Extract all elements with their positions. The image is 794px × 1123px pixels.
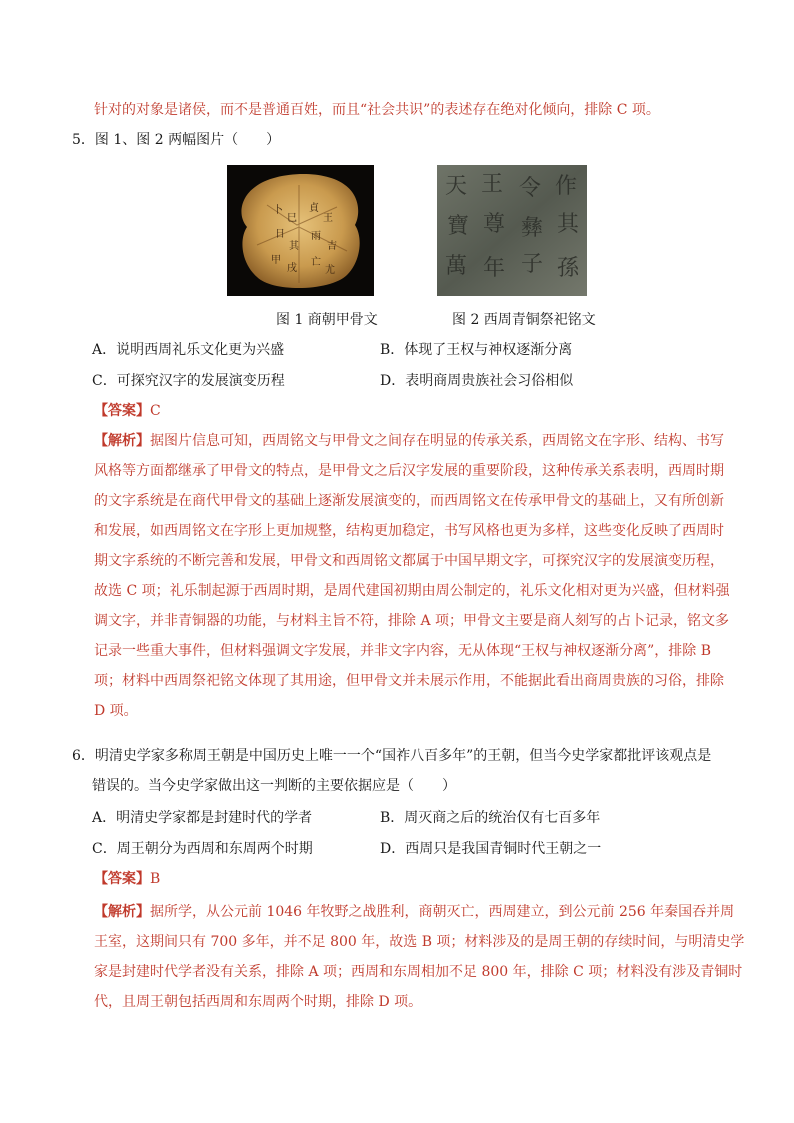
oracle-glyph: 戌 [287,263,297,274]
q6-analysis-line: 【解析】据所学，从公元前 1046 年牧野之战胜利，商朝灭亡，西周建立，到公元前 256 年秦国吞并周 [94,904,735,920]
bronze-glyph: 彝 [521,216,544,241]
bronze-glyph: 年 [483,256,506,281]
oracle-glyph: 甲 [271,255,281,266]
q6-analysis-line: 代，且周王朝包括西周和东周两个时期，排除 D 项。 [94,994,423,1010]
q5-analysis-line: 【解析】据图片信息可知，西周铭文与甲骨文之间存在明显的传承关系，西周铭文在字形、结构、书写 [94,433,724,449]
figure-2-caption: 图 2 西周青铜祭祀铭文 [452,312,596,328]
oracle-glyph: 王 [323,213,333,224]
oracle-bone-image [227,165,374,296]
q6-option-b: B．周灭商之后的统治仅有七百多年 [380,810,601,826]
bronze-glyph: 子 [521,252,544,277]
q4-analysis-tail: 针对的对象是诸侯，而不是普通百姓，而且“社会共识”的表述存在绝对化倾向，排除 C 项。 [94,102,660,118]
q5-analysis-line: 调文字，并非青铜器的功能，与材料主旨不符，排除 A 项；甲骨文主要是商人刻写的占卜记录，铭文多 [94,613,730,629]
q5-analysis-line: 的文字系统是在商代甲骨文的基础上逐渐发展演变的，而西周铭文在传承甲骨文的基础上，又有所创新 [94,493,724,509]
q5-analysis-line: 和发展，如西周铭文在字形上更加规整，结构更加稳定，书写风格也更为多样，这些变化反映了西周时 [94,523,724,539]
q5-analysis-line: 项；材料中西周祭祀铭文体现了其用途，但甲骨文并未展示作用，不能据此看出商周贵族的习俗，排除 [94,673,724,689]
q5-answer [94,401,161,421]
q6-stem-line-2: 错误的。当今史学家做出这一判断的主要依据应是（ ） [92,778,456,794]
bronze-glyph: 天 [445,174,468,199]
q5-option-c: C．可探究汉字的发展演变历程 [92,373,285,389]
bronze-inscription-image [437,165,587,296]
answer-tag: 【答案】 [94,871,150,887]
q5-option-b: B．体现了王权与神权逐渐分离 [380,342,573,358]
bronze-glyph: 其 [557,212,580,237]
answer-value: B [150,871,161,887]
q6-option-d: D．西周只是我国青铜时代王朝之一 [380,841,602,857]
q5-analysis-line: 期文字系统的不断完善和发展，甲骨文和西周铭文都属于中国早期文字，可探究汉字的发展演变历程， [94,553,724,569]
oracle-glyph: 亡 [311,257,321,268]
oracle-glyph: 巳 [287,213,297,224]
oracle-glyph: 貞 [309,203,319,214]
oracle-glyph: 吉 [327,241,337,252]
q6-option-c: C．周王朝分为西周和东周两个时期 [92,841,313,857]
q6-option-a: A．明清史学家都是封建时代的学者 [92,810,313,826]
q5-analysis-line: 记录一些重大事件，但材料强调文字发展，并非文字内容，无从体现“王权与神权逐渐分离”，排除 B [94,643,712,659]
q5-analysis-line: 故选 C 项；礼乐制起源于西周时期，是周代建国初期由周公制定的，礼乐文化相对更为兴盛，但材料强 [94,583,730,599]
bronze-glyph: 作 [555,174,578,199]
oracle-glyph: 日 [275,229,285,240]
q5-option-a: A．说明西周礼乐文化更为兴盛 [92,342,285,358]
bronze-glyph: 王 [481,172,504,197]
answer-tag: 【答案】 [94,403,150,419]
q5-stem: 5．图 1、图 2 两幅图片（ ） [72,132,281,148]
q5-option-d: D．表明商周贵族社会习俗相似 [380,373,574,389]
bronze-glyph: 寶 [447,214,470,239]
answer-value: C [150,403,161,419]
bronze-glyph: 孫 [557,256,580,281]
q6-answer [94,869,160,889]
q6-stem-line-1: 6．明清史学家多称周王朝是中国历史上唯一一个“国祚八百多年”的王朝，但当今史学家都批评该观点是 [72,748,712,764]
oracle-glyph: 尤 [325,265,335,276]
figure-1-caption: 图 1 商朝甲骨文 [276,312,378,328]
q5-analysis-line: D 项。 [94,703,138,719]
bronze-glyph: 令 [519,176,542,201]
analysis-tag: 【解析】 [94,904,150,920]
bronze-glyph: 萬 [445,254,468,279]
oracle-glyph: 卜 [273,205,283,216]
q6-analysis-line: 家是封建时代学者没有关系，排除 A 项；西周和东周相加不足 800 年，排除 C 项；材料没有涉及青铜时 [94,964,743,980]
analysis-tag: 【解析】 [94,433,150,449]
oracle-glyph: 其 [289,241,299,252]
q5-analysis-line: 风格等方面都继承了甲骨文的特点，是甲骨文之后汉字发展的重要阶段，这种传承关系表明，西周时期 [94,463,724,479]
q6-analysis-line: 王室，这期间只有 700 多年，并不足 800 年，故选 B 项；材料涉及的是周王朝的存续时间，与明清史学 [94,934,745,950]
oracle-glyph: 雨 [311,231,321,242]
bronze-glyph: 尊 [483,212,506,237]
